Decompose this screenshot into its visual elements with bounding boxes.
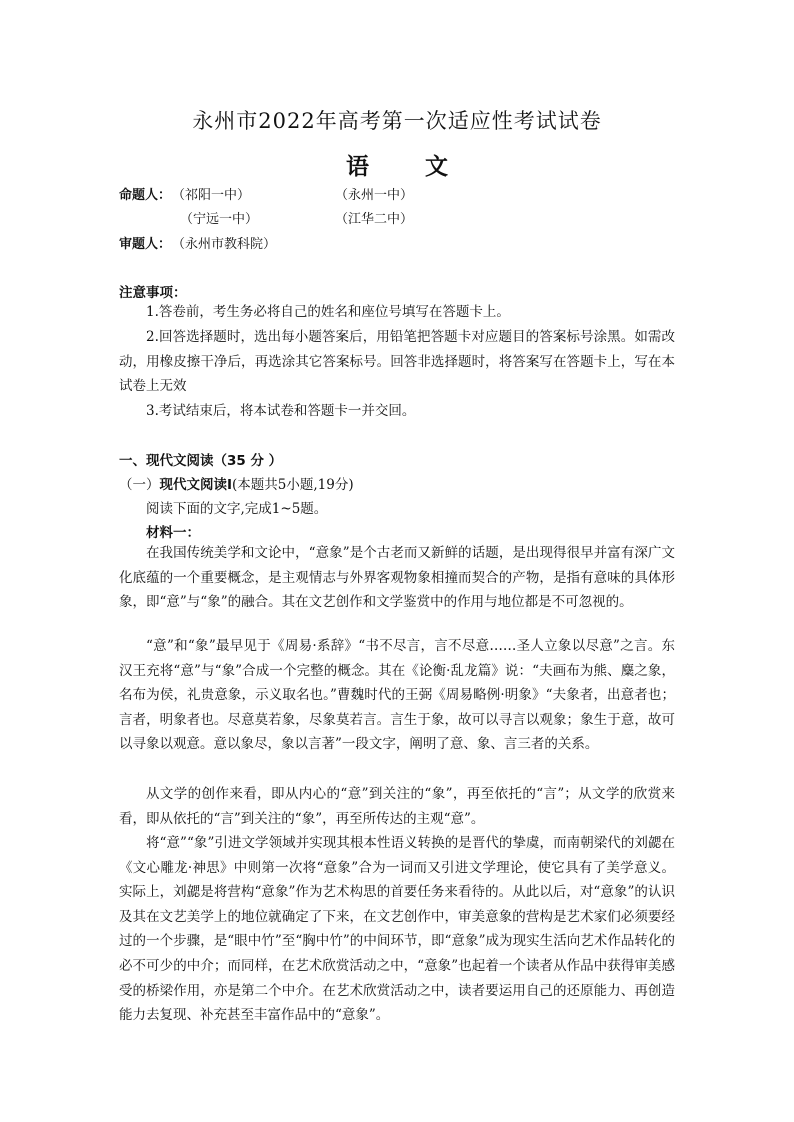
subsection-title: 现代文阅读Ⅰ xyxy=(159,477,233,493)
section-heading: 一、现代文阅读（35 分 ） xyxy=(119,453,283,469)
reviewer-label: 审题人： xyxy=(119,237,172,252)
notice-item-3: 3.考试结束后，将本试卷和答题卡一并交回。 xyxy=(146,403,416,419)
notice-heading: 注意事项： xyxy=(119,285,187,301)
subject-title xyxy=(0,148,794,181)
notice-item-2: 2.回答选择题时，选出每小题答案后，用铅笔把答题卡对应题目的答案标号涂黑。如需改动，用橡皮擦干净后，再选涂其它答案标号。回答非选择题时，将答案写在答题卡上，写在本试卷上无效 xyxy=(119,329,675,395)
subsection-detail: (本题共5小题,19分) xyxy=(232,477,354,493)
reading-instruction: 阅读下面的文字,完成1~5题。 xyxy=(146,501,328,517)
body-paragraph-4: 将“意”“象”引进文学领域并实现其根本性语义转换的是晋代的挚虞，而南朝梁代的刘勰在《文心雕龙·神思》中则第一次将“意象”合为一词而又引进文学理论，使它具有了美学意义。实际上，刘勰是将营构“意象”作为艺术构思的首要任务来看待的。从此以后，对“意象”的认识及其在文艺美学上的地位就确定了下来，在文艺创作中，审美意象的营构是艺术家们必须要经过的一个步骤，是“眼中竹”至“胸中竹”的中间环节，即“意象”成为现实生活向艺术作品转化的必不可少的中介；而同样，在艺术欣赏活动之中，“意象”也起着一个读者从作品中获得审美感受的桥梁作用，亦是第二个中介。在艺术欣赏活动之中，读者要运用自己的还原能力、再创造能力去复现、补充甚至丰富作品中的“意象”。 xyxy=(119,835,675,1024)
setter-4: （江华二中） xyxy=(335,212,414,227)
subsection-prefix: （一） xyxy=(119,477,160,493)
material-label: 材料一： xyxy=(146,525,200,541)
setter-2: （永州一中） xyxy=(335,188,414,203)
setters-label: 命题人： xyxy=(119,188,172,203)
setter-3: （宁远一中） xyxy=(180,212,259,227)
body-paragraph-2: “意”和“象”最早见于《周易·系辞》“书不尽言，言不尽意……圣人立象以尽意”之言。东汉王充将“意”与“象”合成一个完整的概念。其在《论衡·乱龙篇》说：“夫画布为熊、麋之象，名布为侯，礼贵意象，示义取名也。”曹魏时代的王弼《周易略例·明象》“夫象者，出意者也；言者，明象者也。尽意莫若象，尽象莫若言。言生于象，故可以寻言以观象；象生于意，故可以寻象以观意。意以象尽，象以言著”一段文字，阐明了意、象、言三者的关系。 xyxy=(119,638,675,753)
setter-1: （祁阳一中） xyxy=(172,188,251,203)
subject-char-1: 语 xyxy=(346,153,369,180)
body-paragraph-3: 从文学的创作来看，即从内心的“意”到关注的“象”，再至依托的“言”；从文学的欣赏来看，即从依托的“言”到关注的“象”，再至所传达的主观“意”。 xyxy=(119,786,675,827)
subject-char-2: 文 xyxy=(425,153,448,180)
page-title: 永州市2022年高考第一次适应性考试试卷 xyxy=(192,109,602,133)
subsection-heading xyxy=(119,473,354,493)
body-paragraph-1: 在我国传统美学和文论中，“意象”是个古老而又新鲜的话题，是出现得很早并富有深广文化底蕴的一个重要概念，是主观情志与外界客观物象相撞而契合的产物，是指有意味的具体形象，即“意”与“象”的融合。其在文艺创作和文学鉴赏中的作用与地位都是不可忽视的。 xyxy=(119,545,675,611)
reviewer-1: （永州市教科院） xyxy=(172,237,277,252)
notice-item-1: 1.答卷前，考生务必将自己的姓名和座位号填写在答题卡上。 xyxy=(146,304,510,320)
